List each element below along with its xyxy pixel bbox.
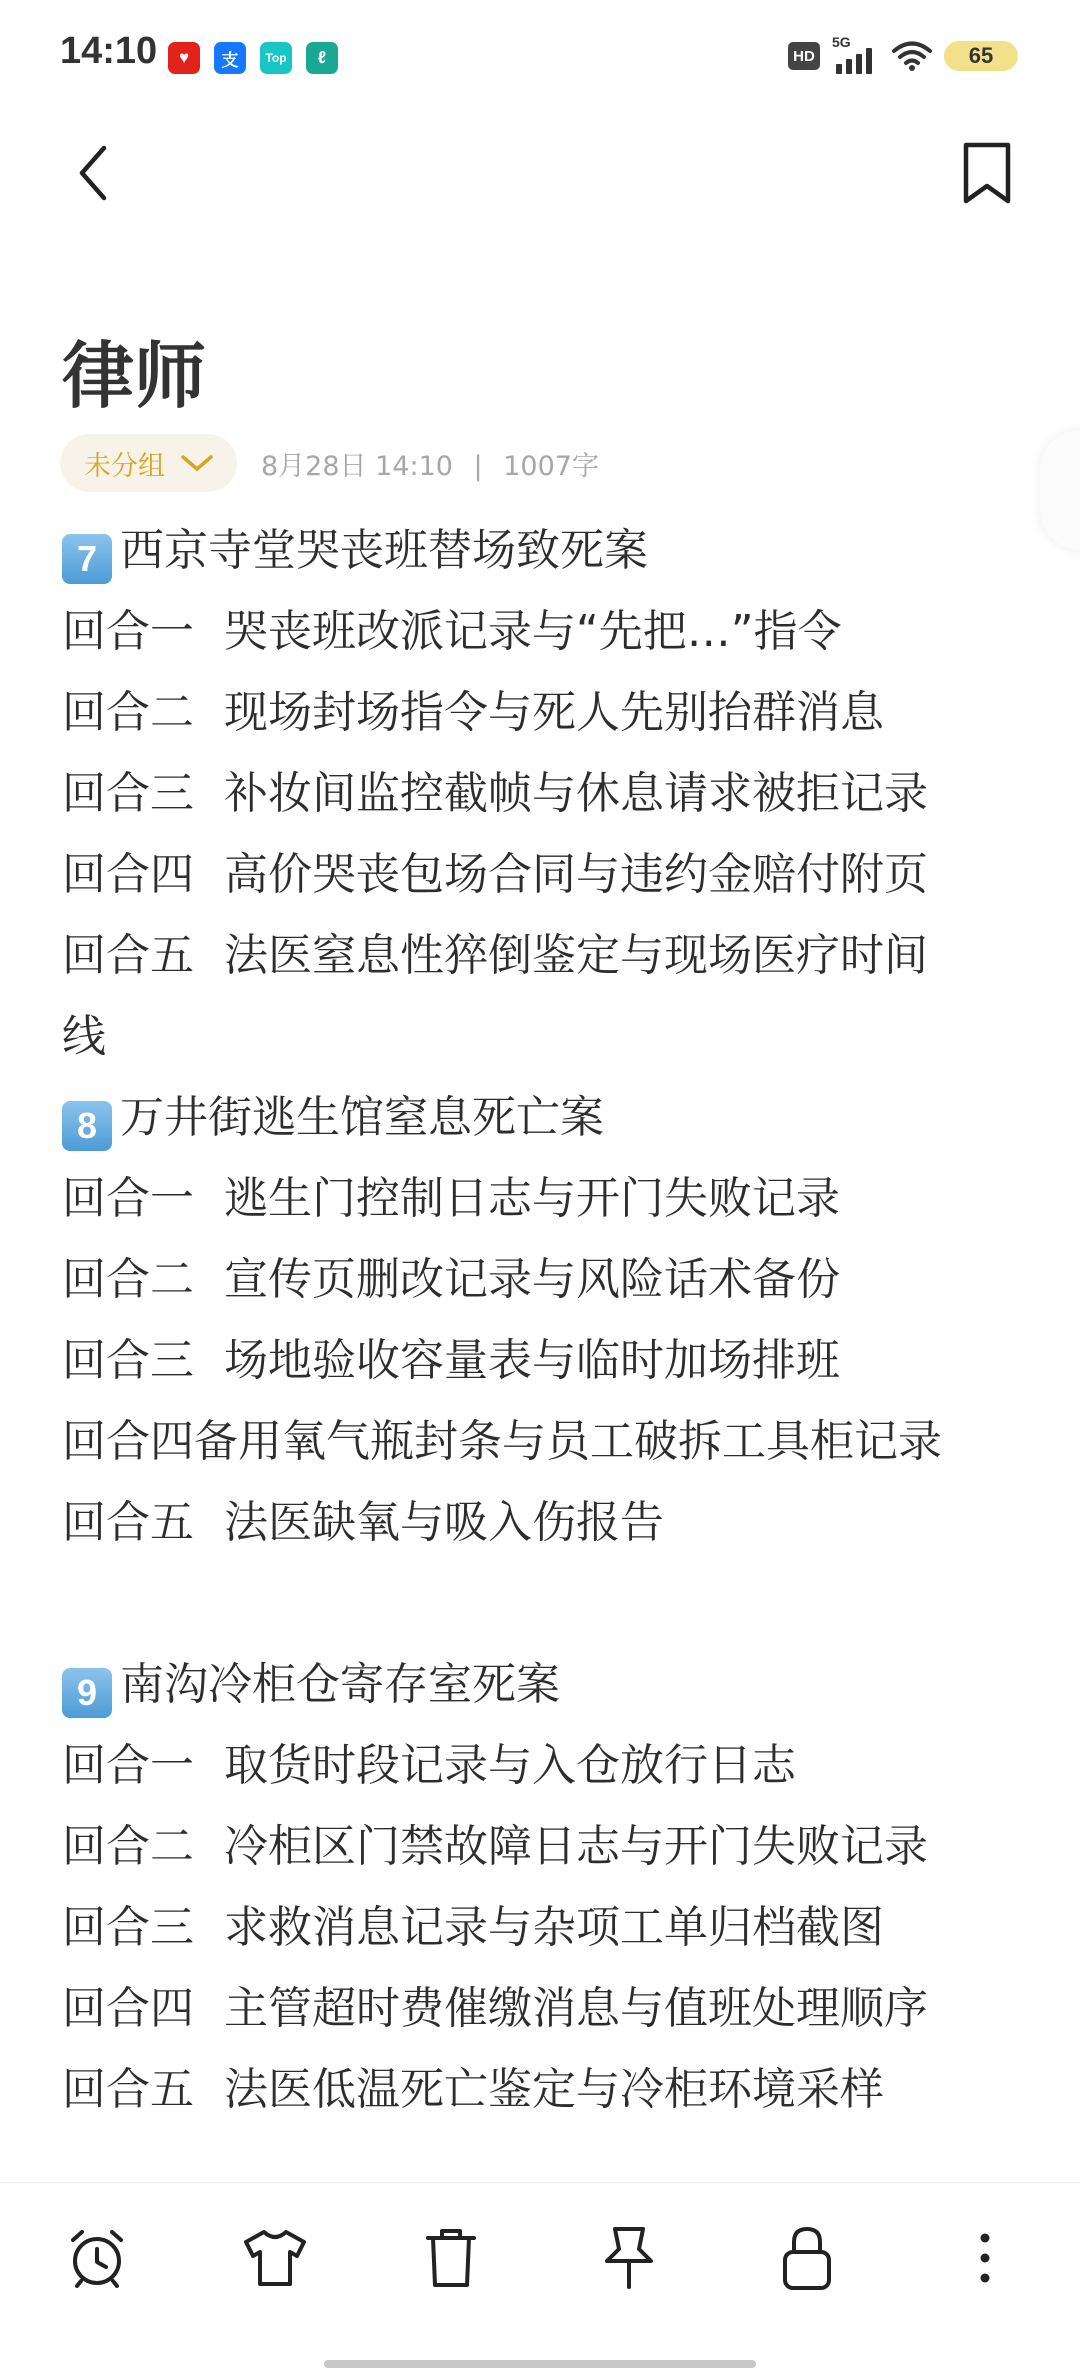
round-label: 回合一	[62, 606, 194, 657]
wifi-icon	[892, 40, 932, 72]
round-text: 高价哭丧包场合同与违约金赔付附页	[224, 849, 928, 900]
section-heading	[62, 1644, 1032, 1725]
status-bar	[0, 0, 1080, 118]
round-line	[62, 1968, 1032, 2049]
note-meta	[60, 434, 599, 492]
round-line	[62, 2049, 1032, 2130]
bottom-toolbar	[0, 2182, 1080, 2333]
round-text: 宣传页删改记录与风险话术备份	[224, 1254, 840, 1305]
signal-icon	[832, 34, 880, 74]
round-label: 回合二	[62, 687, 194, 738]
round-text: 逃生门控制日志与开门失败记录	[224, 1173, 840, 1224]
alipay-icon: 支	[214, 42, 246, 74]
round-line	[62, 1806, 1032, 1887]
phone-app-icon: ℓ	[306, 42, 338, 74]
trash-icon[interactable]	[416, 2223, 486, 2293]
round-label: 回合五	[62, 930, 194, 981]
status-indicators	[788, 34, 1018, 74]
round-label: 回合五	[62, 1497, 194, 1548]
round-line	[62, 915, 1032, 996]
meta-separator: |	[473, 450, 483, 482]
section-title: 西京寺堂哭丧班替场致死案	[120, 525, 648, 576]
round-line	[62, 1320, 1032, 1401]
note-date: 8月28日 14:10	[261, 450, 453, 482]
round-line	[62, 834, 1032, 915]
chevron-down-icon	[179, 452, 215, 474]
round-label: 回合一	[62, 1173, 194, 1224]
round-text: 法医缺氧与吸入伤报告	[224, 1497, 664, 1548]
section-heading	[62, 510, 1032, 591]
round-label: 回合五	[62, 2064, 194, 2115]
round-text: 法医低温死亡鉴定与冷柜环境采样	[224, 2064, 884, 2115]
round-label: 回合三	[62, 768, 194, 819]
round-text: 取货时段记录与入仓放行日志	[224, 1740, 796, 1791]
bookmark-icon[interactable]	[960, 140, 1014, 206]
hd-icon: HD	[788, 42, 820, 70]
round-line	[62, 591, 1032, 672]
status-time: 14:10	[60, 30, 158, 72]
round-label: 回合三	[62, 1335, 194, 1386]
round-label: 回合四	[62, 1416, 194, 1467]
blank-line	[62, 1563, 1032, 1644]
round-text: 冷柜区门禁故障日志与开门失败记录	[224, 1821, 928, 1872]
round-line	[62, 1158, 1032, 1239]
round-label: 回合三	[62, 1902, 194, 1953]
round-label: 回合二	[62, 1821, 194, 1872]
side-panel-handle[interactable]	[1040, 430, 1080, 550]
round-text: 补妆间监控截帧与休息请求被拒记录	[224, 768, 928, 819]
section-heading	[62, 1077, 1032, 1158]
number-keycap-icon: 9	[62, 1668, 112, 1718]
round-label: 回合四	[62, 849, 194, 900]
section-title: 万井街逃生馆窒息死亡案	[120, 1092, 604, 1143]
round-text: 场地验收容量表与临时加场排班	[224, 1335, 840, 1386]
heart-app-icon: ♥	[168, 42, 200, 74]
round-text: 法医窒息性猝倒鉴定与现场医疗时间	[224, 930, 928, 981]
number-keycap-icon: 7	[62, 534, 112, 584]
more-vertical-icon[interactable]	[950, 2223, 1020, 2293]
number-keycap-icon: 8	[62, 1101, 112, 1151]
group-selector[interactable]	[60, 434, 237, 492]
round-text: 主管超时费催缴消息与值班处理顺序	[224, 1983, 928, 2034]
round-line	[62, 1725, 1032, 1806]
round-line	[62, 753, 1032, 834]
section-title: 南沟冷柜仓寄存室死案	[120, 1659, 560, 1710]
alarm-clock-icon[interactable]	[62, 2223, 132, 2293]
battery-indicator: 65	[944, 41, 1018, 71]
round-line	[62, 672, 1032, 753]
round-text: 哭丧班改派记录与“先把…”指令	[224, 606, 842, 657]
pin-icon[interactable]	[594, 2223, 664, 2293]
round-text: 求救消息记录与杂项工单归档截图	[224, 1902, 884, 1953]
home-indicator[interactable]	[324, 2360, 756, 2368]
round-line	[62, 1482, 1032, 1563]
round-label: 回合四	[62, 1983, 194, 2034]
note-title[interactable]: 律师	[62, 334, 207, 418]
round-line	[62, 1239, 1032, 1320]
round-line	[62, 1887, 1032, 1968]
lock-icon[interactable]	[772, 2223, 842, 2293]
round-text: 备用氧气瓶封条与员工破拆工具柜记录	[194, 1416, 942, 1467]
round-label: 回合二	[62, 1254, 194, 1305]
network-type: 5G	[832, 34, 851, 50]
word-count: 1007字	[503, 450, 599, 482]
shirt-icon[interactable]	[240, 2223, 310, 2293]
notification-icons	[168, 42, 338, 74]
group-label: 未分组	[84, 450, 165, 482]
round-text: 现场封场指令与死人先别抬群消息	[224, 687, 884, 738]
round-line	[62, 1401, 1032, 1482]
round-text-continued: 线	[62, 1011, 106, 1062]
note-body[interactable]	[62, 510, 1032, 2130]
note-info	[261, 444, 599, 483]
round-label: 回合一	[62, 1740, 194, 1791]
chevron-left-icon[interactable]	[70, 138, 120, 208]
top-app-icon: Top	[260, 42, 292, 74]
